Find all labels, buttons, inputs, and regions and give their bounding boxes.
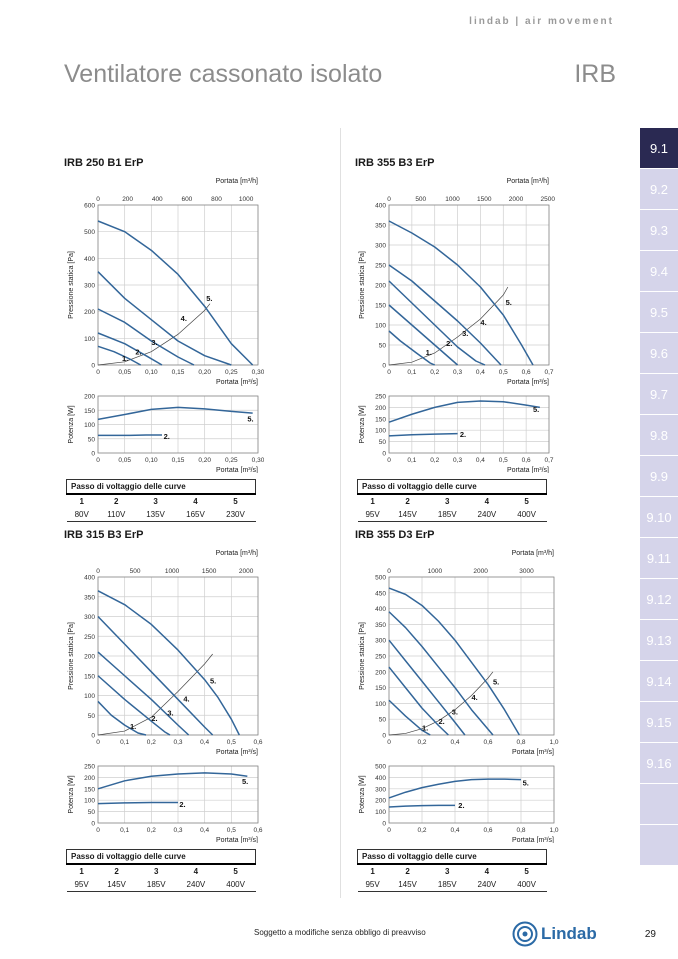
chart-title: IRB 315 B3 ErP [64,529,144,541]
voltage-step: 3 [153,497,158,506]
series-line-3 [98,309,194,365]
x-tick-label: 0,25 [225,369,238,376]
plot-frame [389,766,554,823]
voltage-step: 1 [79,867,84,876]
pressure-chart [64,173,264,393]
y-tick-label: 300 [84,614,95,621]
voltage-value: 145V [388,508,428,522]
page-title: Ventilatore cassonato isolato [64,60,383,88]
voltage-table [357,849,547,892]
x-tick-label: 0 [387,827,391,834]
chart-panel-irb-355-d3 [355,529,559,892]
x-tick-label: 1,0 [549,739,559,746]
x-tick-label: 0,25 [225,457,238,464]
voltage-step: 5 [524,497,529,506]
x-tick-label: 0,2 [430,369,440,376]
pressure-chart [64,545,264,763]
chart-title: IRB 355 B3 ErP [355,157,435,169]
y-tick-label: 100 [375,322,386,330]
y-tick-label: 350 [84,594,95,602]
voltage-value: 240V [467,878,507,892]
x-axis-label: Portata [m³/s] [506,379,549,386]
voltage-value: 185V [427,878,467,892]
x-tick-label: 0,6 [521,457,531,464]
x-tick-label: 0,20 [198,369,211,376]
x-tick-label: 0,7 [544,457,554,464]
y-axis-label: Pressione statica [Pa] [359,622,366,690]
x-tick-label: 0 [96,457,100,464]
x-tick-label: 0,4 [450,827,460,834]
voltage-value: 400V [216,878,256,892]
y-tick-label: 400 [84,574,95,582]
y-tick-label: 0 [382,732,386,740]
voltage-step: 1 [370,497,375,506]
tab-9-12[interactable]: 9.12 [640,579,678,619]
x-tick-label: 0,6 [483,827,493,834]
y-tick-label: 200 [375,797,386,805]
y-tick-label: 250 [84,763,95,771]
curve-label: 5. [492,677,500,687]
y-tick-label: 100 [375,809,386,817]
x-axis-label: Portata [m³/s] [511,749,554,756]
top-tick-label: 2500 [540,196,555,203]
section-tabs [640,128,678,866]
curve-label: 3. [451,707,458,717]
x-tick-label: 0,1 [120,827,130,834]
voltage-step: 5 [233,497,238,506]
x-axis-label: Portata [m³/s] [511,837,554,843]
voltage-step: 3 [445,497,450,506]
top-tick-label: 0 [387,196,391,203]
top-tick-label: 1500 [201,568,217,575]
logo-text: Lindab [541,924,597,943]
y-tick-label: 150 [375,416,386,424]
tab-9-6[interactable]: 9.6 [640,333,678,373]
voltage-table-title: Passo di voltaggio delle curve [358,480,547,495]
x-tick-label: 0,5 [226,739,236,746]
x-tick-label: 0,15 [171,457,185,464]
y-tick-label: 50 [87,809,95,817]
y-tick-label: 450 [375,590,386,598]
x-tick-label: 0,05 [118,369,131,376]
curve-label: 5. [522,778,529,788]
voltage-step: 4 [193,497,198,506]
pressure-chart [355,545,560,763]
y-axis-label: Potenza [W] [359,775,366,814]
y-tick-label: 200 [84,653,95,661]
x-axis-label: Portata [m³/s] [506,467,549,473]
curve-label: 3. [462,329,469,339]
voltage-value: 240V [467,508,507,522]
y-axis-label: Potenza [W] [68,405,75,444]
voltage-step: 3 [445,867,450,876]
curve-label: 2. [446,338,453,348]
x-tick-label: 0,30 [251,369,264,376]
voltage-step: 4 [193,867,199,876]
y-tick-label: 200 [375,669,386,677]
curve-label: 5. [505,298,512,307]
voltage-value: 400V [507,878,547,892]
y-tick-label: 0 [382,450,386,458]
curve-label: 1. [425,348,432,357]
x-tick-label: 1,0 [549,827,559,834]
curve-label: 1. [422,723,429,733]
series-line-2 [98,802,178,803]
voltage-value: 400V [507,508,547,522]
x-tick-label: 0,3 [453,457,463,464]
x-tick-label: 0,5 [498,369,508,376]
y-tick-label: 300 [375,637,386,645]
pressure-chart [355,173,555,393]
y-tick-label: 0 [91,732,95,740]
tab-9-13[interactable]: 9.13 [640,620,678,660]
y-tick-label: 200 [84,309,95,317]
curve-label: 3. [151,338,158,347]
voltage-value: 145V [97,878,137,892]
page-number: 29 [644,929,656,940]
x-tick-label: 0,4 [475,369,485,376]
y-tick-label: 250 [84,633,95,641]
voltage-value: 185V [136,878,176,892]
curve-label: 5. [210,676,217,686]
top-tick-label: 2000 [238,568,254,575]
y-axis-label: Potenza [W] [68,775,75,814]
y-tick-label: 200 [375,282,386,290]
y-tick-label: 0 [91,450,95,458]
voltage-step: 2 [405,497,410,506]
curve-label: 4. [471,693,478,703]
x-tick-label: 0 [387,739,391,746]
x-tick-label: 0,4 [450,739,460,746]
tab-9-10[interactable]: 9.10 [640,497,678,537]
y-tick-label: 600 [84,202,95,210]
tab-empty [640,825,678,865]
voltage-step: 4 [484,867,490,876]
chart-panel-irb-250-b1 [64,157,264,522]
y-tick-label: 50 [378,342,386,350]
top-tick-label: 1000 [238,196,254,203]
voltage-value: 135V [136,508,176,522]
top-tick-label: 800 [211,196,222,203]
curve-label: 4. [180,314,187,323]
tab-9-8[interactable]: 9.8 [640,415,678,455]
curve-label: 2. [135,347,142,357]
curve-label: 2. [459,430,467,440]
y-tick-label: 400 [84,255,95,263]
footer-note: Soggetto a modifiche senza obbligo di preavviso [254,928,426,937]
y-tick-label: 50 [378,716,386,724]
y-tick-label: 50 [87,436,95,444]
voltage-value: 95V [67,878,97,892]
x-tick-label: 0,10 [145,369,158,376]
x-tick-label: 0,5 [226,827,236,834]
curve-label: 2. [179,800,186,810]
y-tick-label: 100 [375,700,386,708]
x-tick-label: 0,2 [146,739,156,746]
y-tick-label: 300 [84,282,95,290]
x-tick-label: 0,2 [417,739,427,746]
tab-9-14[interactable]: 9.14 [640,661,678,701]
y-tick-label: 400 [375,202,386,210]
system-curve [98,304,210,365]
chart-panel-irb-315-b3 [64,529,264,892]
curve-label: 5. [206,294,213,303]
y-tick-label: 100 [84,693,95,700]
top-tick-label: 500 [415,196,427,203]
top-tick-label: 0 [96,196,100,203]
x-tick-label: 0 [96,827,100,834]
curve-label: 1. [122,354,129,363]
voltage-table [357,479,547,522]
y-tick-label: 400 [375,606,386,614]
x-tick-label: 0,3 [173,827,183,834]
x-tick-label: 0,8 [516,739,526,746]
tab-9-5[interactable]: 9.5 [640,292,678,332]
top-tick-label: 1000 [427,568,443,575]
y-tick-label: 300 [375,242,386,250]
voltage-value: 230V [215,508,255,522]
x-tick-label: 0 [96,369,100,376]
power-chart [355,763,560,843]
voltage-value: 145V [388,878,428,892]
y-tick-label: 150 [375,302,386,310]
y-tick-label: 250 [375,262,386,270]
y-axis-label: Pressione statica [Pa] [68,622,75,690]
y-tick-label: 500 [375,763,386,771]
voltage-value: 240V [176,878,216,892]
x-tick-label: 0,6 [521,369,531,376]
y-tick-label: 350 [375,222,386,230]
y-tick-label: 150 [375,685,386,693]
voltage-value: 185V [427,508,467,522]
series-line-5 [389,221,533,365]
voltage-step: 3 [154,867,159,876]
curve-label: 2. [163,431,170,441]
x-tick-label: 0,15 [171,369,185,376]
voltage-table-title: Passo di voltaggio delle curve [67,850,256,865]
tab-9-15[interactable]: 9.15 [640,702,678,742]
x-axis-label: Portata [m³/s] [215,837,258,843]
power-chart [64,393,264,473]
y-tick-label: 100 [84,797,95,805]
x-tick-label: 0,3 [453,369,463,376]
y-tick-label: 0 [382,820,386,828]
y-tick-label: 100 [375,427,386,435]
voltage-step: 1 [79,497,84,506]
x-tick-label: 0,3 [173,739,183,746]
tab-9-9[interactable]: 9.9 [640,456,678,496]
x-tick-label: 0 [387,457,391,464]
power-chart [355,393,555,473]
top-tick-label: 2000 [508,196,524,203]
voltage-step: 1 [370,867,375,876]
x-tick-label: 0,2 [146,827,156,834]
x-axis-label: Portata [m³/s] [215,379,258,386]
product-code: IRB [574,60,616,88]
top-tick-label: 500 [129,568,141,575]
top-axis-label: Portata [m³/h] [511,550,554,557]
y-tick-label: 0 [91,820,95,828]
x-tick-label: 0,6 [483,739,493,746]
x-tick-label: 0,30 [251,457,264,464]
x-tick-label: 0,1 [407,369,417,376]
chart-panel-irb-355-b3 [355,157,555,522]
top-axis-label: Portata [m³/h] [215,178,258,185]
curve-label: 2. [438,716,445,726]
tab-9-3[interactable]: 9.3 [640,210,678,250]
y-tick-label: 200 [375,404,386,412]
y-tick-label: 250 [375,653,386,661]
curve-label: 2. [458,801,465,811]
y-tick-label: 400 [375,774,386,782]
top-tick-label: 200 [122,196,134,203]
tab-9-4[interactable]: 9.4 [640,251,678,291]
top-tick-label: 0 [96,568,100,575]
y-tick-label: 150 [84,673,95,681]
tab-9-1[interactable]: 9.1 [640,128,678,168]
curve-label: 3. [167,708,174,718]
x-tick-label: 0,10 [145,457,158,464]
series-line-5 [98,221,253,365]
x-tick-label: 0,2 [430,457,440,464]
x-tick-label: 0,2 [417,827,427,834]
x-tick-label: 0,5 [498,457,508,464]
curve-label: 1. [130,722,137,732]
x-tick-label: 0,20 [198,457,211,464]
top-tick-label: 600 [181,196,193,203]
voltage-table-title: Passo di voltaggio delle curve [358,850,547,865]
chart-title: IRB 355 D3 ErP [355,529,435,541]
voltage-value: 95V [358,878,388,892]
tab-9-7[interactable]: 9.7 [640,374,678,414]
voltage-value: 80V [67,508,97,522]
x-tick-label: 0,4 [200,827,210,834]
y-tick-label: 50 [378,439,386,447]
voltage-value: 95V [358,508,388,522]
x-tick-label: 0,6 [253,827,263,834]
series-line-3 [389,281,485,365]
y-axis-label: Pressione statica [Pa] [68,251,75,319]
x-tick-label: 0,7 [544,369,554,376]
curve-label: 5. [247,414,254,424]
x-tick-label: 0 [96,739,100,746]
tab-9-2[interactable]: 9.2 [640,169,678,209]
voltage-table [66,849,256,892]
x-tick-label: 0,4 [475,457,485,464]
y-tick-label: 500 [84,229,95,237]
y-tick-label: 250 [375,393,386,401]
x-axis-label: Portata [m³/s] [215,467,258,473]
series-line-5 [98,407,253,419]
x-tick-label: 0,1 [120,739,130,746]
top-axis-label: Portata [m³/h] [506,178,549,185]
top-tick-label: 2000 [473,568,488,575]
tab-empty [640,784,678,824]
y-axis-label: Potenza [W] [359,405,366,444]
x-tick-label: 0 [387,369,391,376]
top-axis-label: Portata [m³/h] [215,550,258,557]
tab-9-16[interactable]: 9.16 [640,743,678,783]
voltage-step: 2 [114,867,119,876]
curve-label: 2. [151,714,158,724]
y-tick-label: 200 [84,393,95,401]
voltage-value: 165V [176,508,216,522]
voltage-table-title: Passo di voltaggio delle curve [67,480,256,495]
x-tick-label: 0,1 [407,457,417,464]
voltage-step: 5 [233,867,238,876]
y-tick-label: 0 [91,362,95,370]
curve-label: 5. [533,404,540,414]
y-tick-label: 150 [84,407,95,415]
voltage-step: 4 [484,497,490,506]
top-tick-label: 1000 [164,568,180,575]
y-tick-label: 50 [87,712,95,720]
x-axis-label: Portata [m³/s] [215,749,258,756]
curve-label: 4. [480,318,487,327]
top-tick-label: 400 [151,196,163,203]
y-tick-label: 150 [84,786,95,794]
top-tick-label: 3000 [519,568,534,575]
voltage-step: 2 [405,867,410,876]
chart-title: IRB 250 B1 ErP [64,157,144,169]
y-tick-label: 500 [375,574,386,582]
x-tick-label: 0,6 [253,739,263,746]
y-tick-label: 100 [84,422,95,429]
curve-label: 4. [183,694,190,704]
top-tick-label: 1000 [445,196,460,203]
y-tick-label: 100 [84,335,95,343]
voltage-step: 5 [524,867,529,876]
lindab-logo-icon [512,921,538,947]
y-tick-label: 300 [375,786,386,794]
x-tick-label: 0,05 [118,457,131,464]
voltage-value: 110V [97,508,136,522]
x-tick-label: 0,4 [200,739,210,746]
y-tick-label: 350 [375,621,386,629]
series-line-5 [98,773,247,789]
curve-label: 5. [242,777,249,787]
column-divider [340,128,341,898]
tab-9-11[interactable]: 9.11 [640,538,678,578]
voltage-step: 2 [114,497,119,506]
voltage-table [66,479,256,522]
top-tick-label: 1500 [477,196,492,203]
y-axis-label: Pressione statica [Pa] [359,251,366,319]
top-tick-label: 0 [387,568,391,575]
lindab-logo [512,921,597,947]
brand-header: lindab | air movement [469,16,614,27]
x-tick-label: 0,8 [516,827,526,834]
y-tick-label: 0 [382,362,386,370]
series-line-1 [98,701,146,735]
power-chart [64,763,264,843]
y-tick-label: 200 [84,774,95,782]
series-line-2 [389,434,458,436]
